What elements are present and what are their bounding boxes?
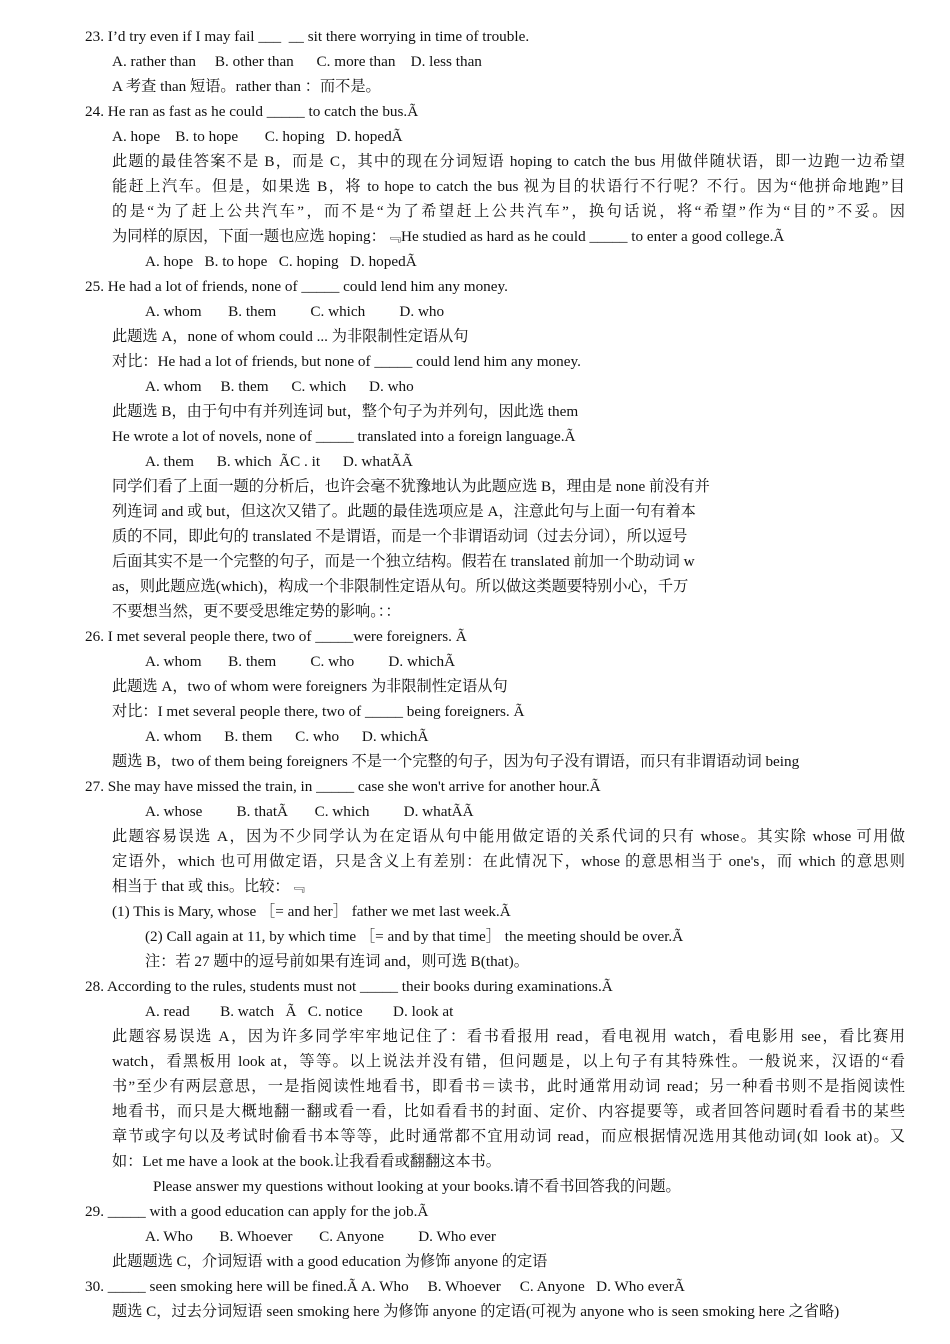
question-27: 27. She may have missed the train, in _____ case she won't arrive for another hour.Ã xyxy=(85,778,601,795)
explanation-line: 此题选 B，由于句中有并列连词 but，整个句子为并列句，因此选 them xyxy=(112,403,579,420)
note-line: 注：若 27 题中的逗号前如果有连词 and，则可选 B(that)。 xyxy=(145,953,529,970)
explanation-line: 此题容易误选 A，因为许多同学牢牢地记住了：看书看报用 read，看电视用 watch，看电影用 see，看比赛用 xyxy=(112,1028,905,1045)
question-27-options: A. whose B. thatÃ C. which D. whatÃÃ xyxy=(145,803,474,820)
question-29: 29. _____ with a good education can apply for the job.Ã xyxy=(85,1203,429,1220)
explanation-line: 相当于 that 或 this。比较：﹃ xyxy=(112,878,305,895)
explanation-line: 为同样的原因，下面一题也应选 hoping：﹃He studied as hard as he could _____ to enter a good college.Ã xyxy=(112,228,785,245)
question-26: 26. I met several people there, two of _____were foreigners. Ã xyxy=(85,628,467,645)
explanation-line: 此题选 A，two of whom were foreigners 为非限制性定语从句 xyxy=(112,678,508,695)
explanation-line: watch，看黑板用 look at，等等。以上说法并没有错，但问题是，以上句子有其特殊性。一般说来，汉语的“看 xyxy=(112,1053,905,1070)
options-line: A. hope B. to hope C. hoping D. hopedÃ xyxy=(145,253,417,270)
explanation-line: 书”至少有两层意思，一是指阅读性地看书，即看书＝读书，此时通常用动词 read；另一种看书则不是指阅读性 xyxy=(112,1078,905,1095)
explanation-line: 同学们看了上面一题的分析后，也许会毫不犹豫地认为此题应选 B，理由是 none 前没有并 xyxy=(112,478,710,495)
question-23-options: A. rather than B. other than C. more than D. less than xyxy=(112,53,482,70)
explanation-line: 题选 C，过去分词短语 seen smoking here 为修饰 anyone 的定语(可视为 anyone who is seen smoking here 之省略) xyxy=(112,1303,840,1320)
options-line: A. whom B. them C. who D. whichÃ xyxy=(145,728,429,745)
question-25-options: A. whom B. them C. which D. who xyxy=(145,303,445,320)
explanation-line: 章节或字句以及考试时偷看书本等等，此时通常都不宜用动词 read，而应根据情况选用其他动词(如 look at)。又 xyxy=(112,1128,905,1145)
question-24: 24. He ran as fast as he could _____ to catch the bus.Ã xyxy=(85,103,419,120)
question-26-options: A. whom B. them C. who D. whichÃ xyxy=(145,653,456,670)
explanation-line: 能赶上汽车。但是，如果选 B，将 to hope to catch the bus 视为目的状语行不行呢？不行。因为“他拼命地跑”目 xyxy=(112,178,905,195)
explanation-line: 定语外，which 也可用做定语，只是含义上有差别：在此情况下，whose 的意思相当于 one's，而 which 的意思则 xyxy=(112,853,905,870)
question-28-options: A. read B. watch Ã C. notice D. look at xyxy=(145,1003,454,1020)
explanation-line: 不要想当然，更不要受思维定势的影响。：： xyxy=(112,603,401,620)
options-line: A. them B. which ÃC . it D. whatÃÃ xyxy=(145,453,413,470)
explanation-line: 此题的最佳答案不是 B，而是 C，其中的现在分词短语 hoping to catch the bus 用做伴随状语，即一边跑一边希望 xyxy=(112,153,905,170)
question-23-answer: A 考查 than 短语。rather than ：而不是。 xyxy=(112,78,381,95)
explanation-line: 此题选 A，none of whom could ... 为非限制性定语从句 xyxy=(112,328,469,345)
question-28: 28. According to the rules, students must not _____ their books during examinations.Ã xyxy=(85,978,613,995)
explanation-line: 如：Let me have a look at the book.让我看看或翻翻这本书。 xyxy=(112,1153,501,1170)
example-sentence: (1) This is Mary, whose ［= and her］ father we met last week.Ã xyxy=(112,903,511,920)
explanation-line: 题选 B，two of them being foreigners 不是一个完整的句子，因为句子没有谓语，而只有非谓语动词 being xyxy=(112,753,800,770)
explanation-line: 的是“为了赶上公共汽车”，而不是“为了希望赶上公共汽车”，换句话说，将“希望”作为“目的”不妥。因 xyxy=(112,203,905,220)
explanation-line: as，则此题应选(which)，构成一个非限制性定语从句。所以做这类题要特别小心，千万 xyxy=(112,578,689,595)
explanation-line: 质的不同，即此句的 translated 不是谓语，而是一个非谓语动词（过去分词），所以逗号 xyxy=(112,528,688,545)
question-29-options: A. Who B. Whoever C. Anyone D. Who ever xyxy=(145,1228,496,1245)
options-line: A. whom B. them C. which D. who xyxy=(145,378,414,395)
question-24-options: A. hope B. to hope C. hoping D. hopedÃ xyxy=(112,128,403,145)
example-sentence: He wrote a lot of novels, none of _____ translated into a foreign language.Ã xyxy=(112,428,576,445)
explanation-line: 此题题选 C，介词短语 with a good education 为修饰 anyone 的定语 xyxy=(112,1253,548,1270)
question-25: 25. He had a lot of friends, none of _____ could lend him any money. xyxy=(85,278,508,295)
explanation-line: 此题容易误选 A，因为不少同学认为在定语从句中能用做定语的关系代词的只有 whose。其实除 whose 可用做 xyxy=(112,828,905,845)
example-sentence: Please answer my questions without looking at your books.请不看书回答我的问题。 xyxy=(153,1178,681,1195)
comparison-line: 对比：He had a lot of friends, but none of _____ could lend him any money. xyxy=(112,353,581,370)
comparison-line: 对比：I met several people there, two of _____ being foreigners. Ã xyxy=(112,703,525,720)
explanation-line: 列连词 and 或 but，但这次又错了。此题的最佳选项应是 A，注意此句与上面一句有着本 xyxy=(112,503,696,520)
example-sentence: (2) Call again at 11, by which time ［= and by that time］ the meeting should be over.Ã xyxy=(145,928,684,945)
question-30: 30. _____ seen smoking here will be fined.Ã A. Who B. Whoever C. Anyone D. Who everÃ xyxy=(85,1278,685,1295)
explanation-line: 后面其实不是一个完整的句子，而是一个独立结构。假若在 translated 前加一个助动词 w xyxy=(112,553,695,570)
question-23: 23. I’d try even if I may fail ___ __ sit there worrying in time of trouble. xyxy=(85,28,530,45)
explanation-line: 地看书，而只是大概地翻一翻或看一看，比如看看书的封面、定价、内容提要等，或者回答问题时看看书的某些 xyxy=(112,1103,905,1120)
